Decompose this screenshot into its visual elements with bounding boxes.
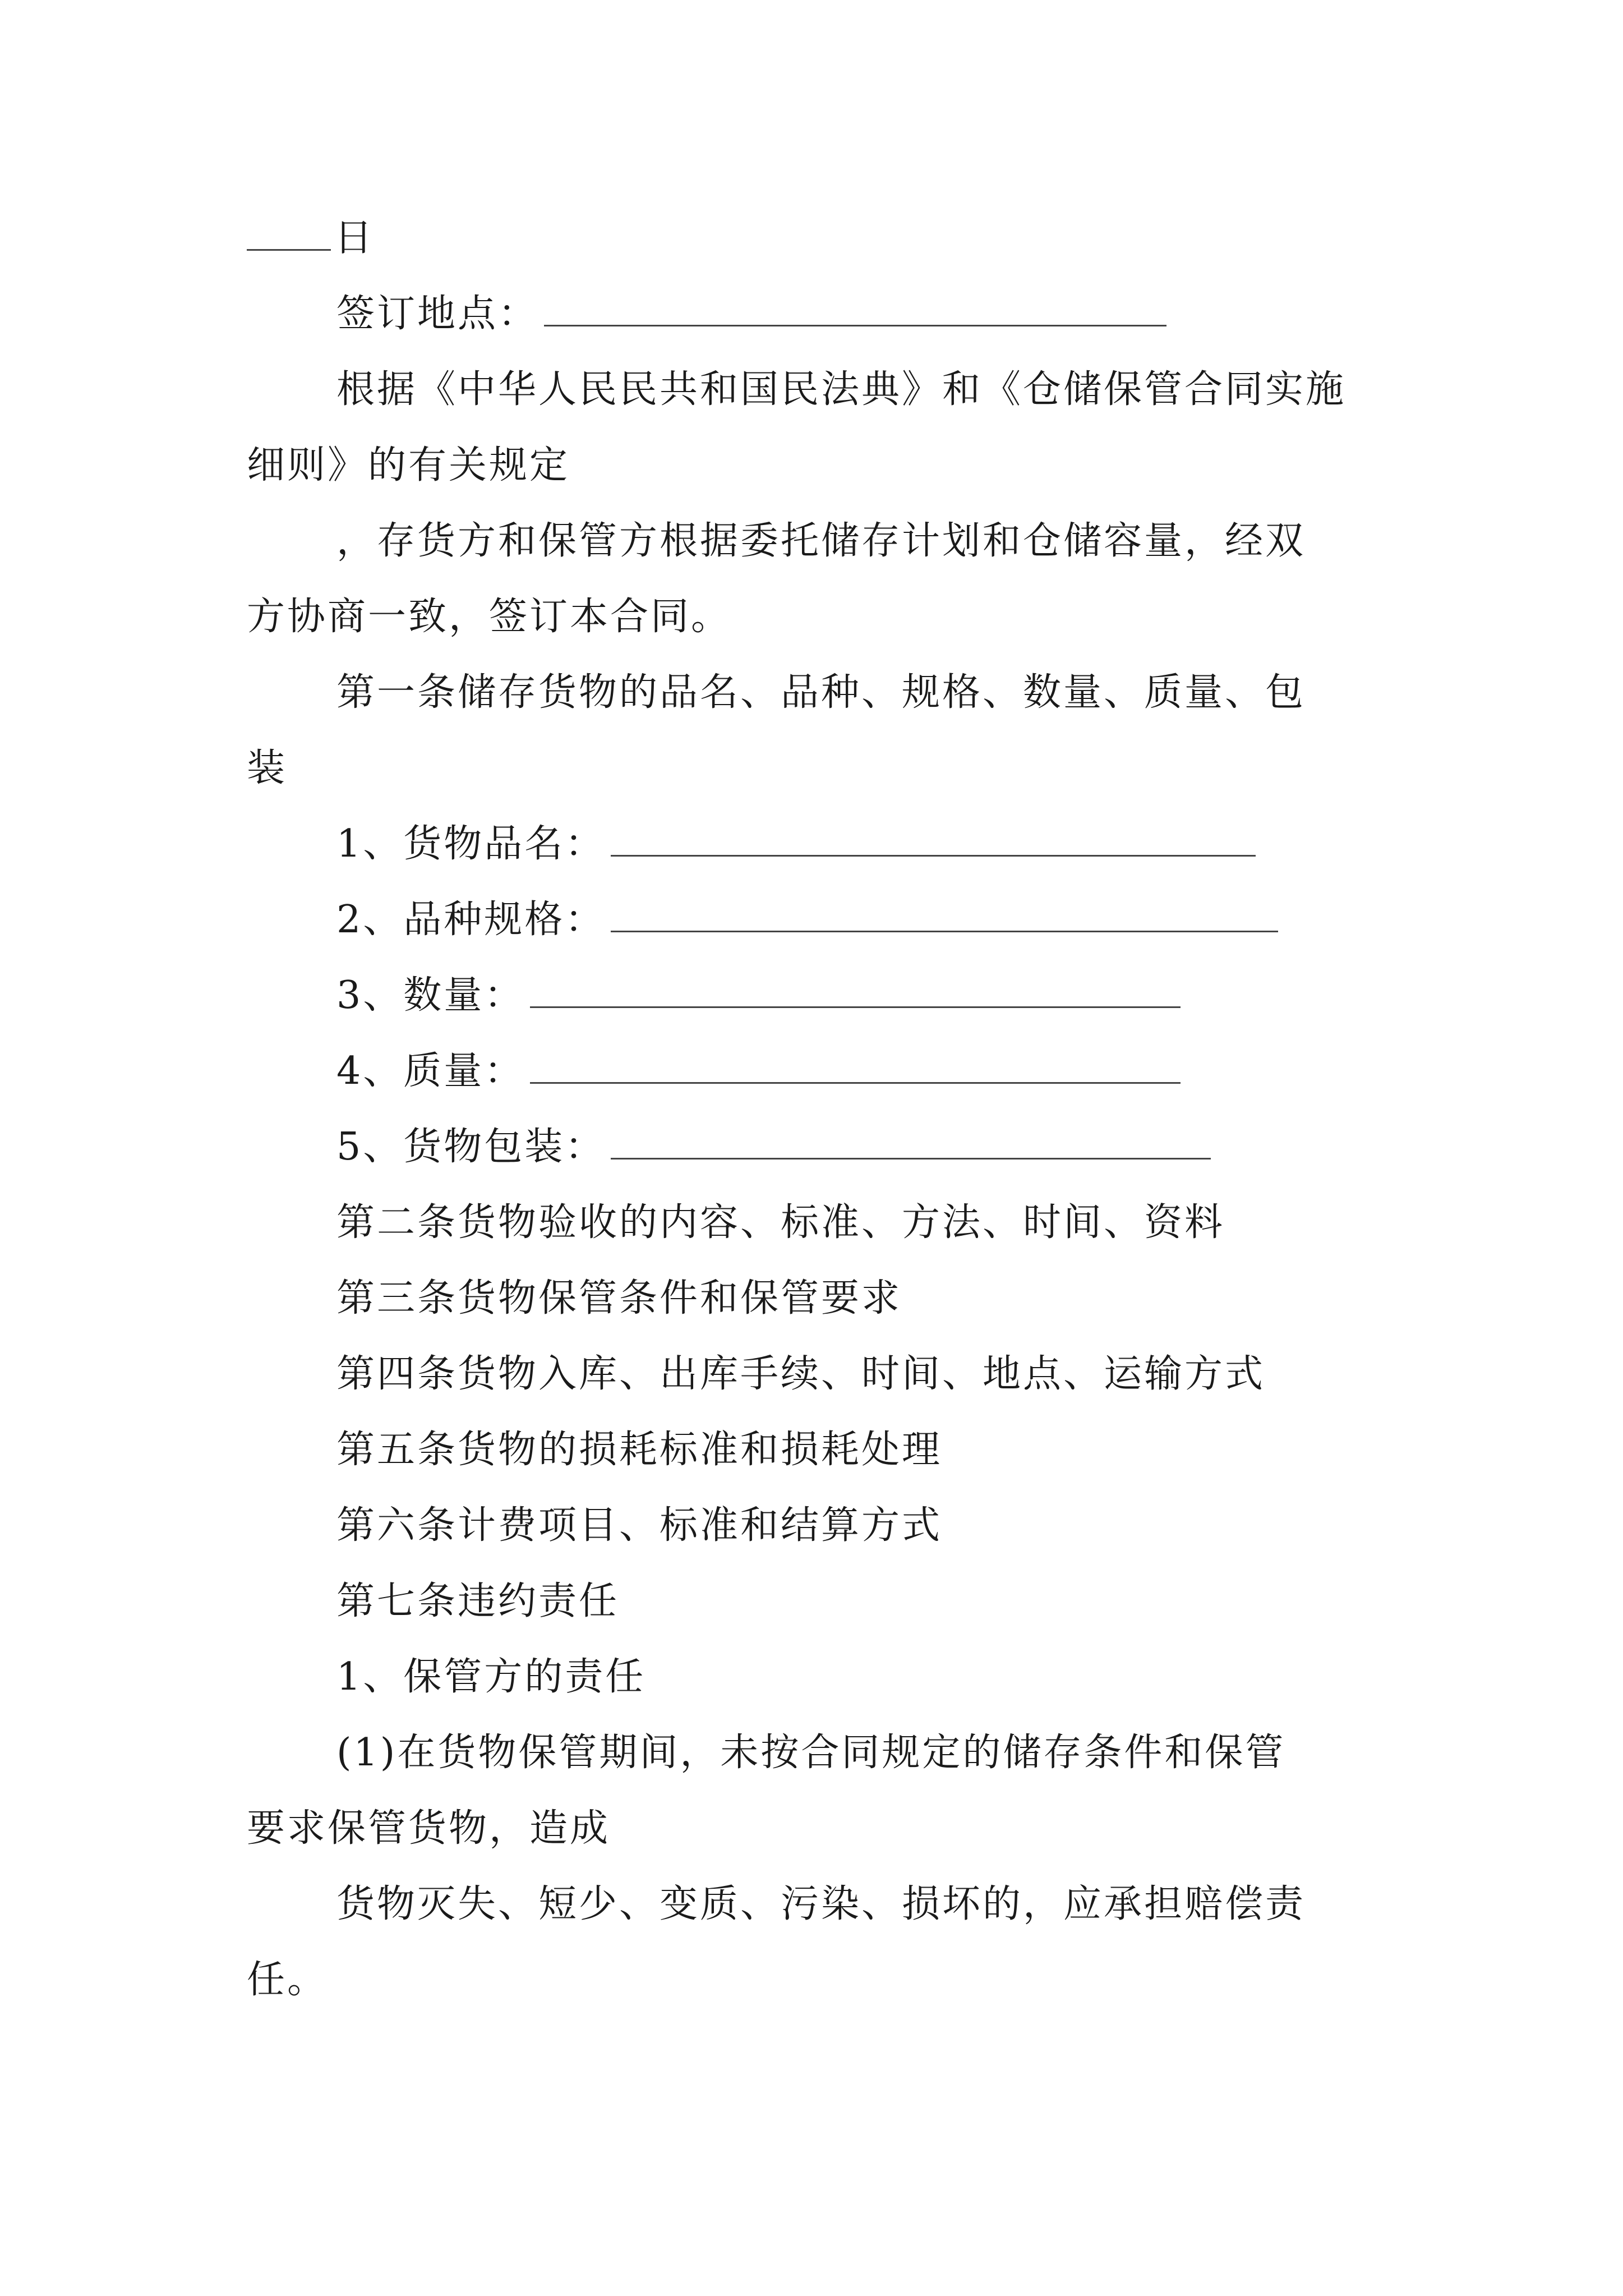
sign-place-label: 签订地点： — [336, 292, 539, 336]
intro-line-3: ，存货方和保管方根据委托储存计划和仓储容量，经双 — [336, 519, 1306, 563]
date-day-line — [247, 213, 375, 264]
custodian-item-1-line-1: (1)在货物保管期间，未按合同规定的储存条件和保管 — [336, 1731, 1286, 1775]
item-packaging — [336, 1122, 1211, 1172]
article-3: 第三条货物保管条件和保管要求 — [336, 1276, 902, 1320]
article-1-line-2: 装 — [247, 746, 288, 790]
item-quality-label: 4、质量： — [336, 1049, 525, 1093]
article-6: 第六条计费项目、标准和结算方式 — [336, 1503, 943, 1548]
custodian-item-1-line-3: 货物灭失、短少、变质、污染、损坏的，应承担赔偿责 — [336, 1882, 1306, 1926]
date-day-label: 日 — [334, 216, 375, 260]
item-quantity-blank[interactable] — [530, 973, 1181, 1008]
article-2: 第二条货物验收的内容、标准、方法、时间、资料 — [336, 1200, 1225, 1245]
intro-line-1: 根据《中华人民民共和国民法典》和《仓储保管合同实施 — [336, 367, 1347, 412]
item-quality-blank[interactable] — [530, 1048, 1181, 1084]
article-7: 第七条违约责任 — [336, 1579, 620, 1623]
article-4: 第四条货物入库、出库手续、时间、地点、运输方式 — [336, 1352, 1266, 1396]
date-day-blank[interactable] — [247, 215, 331, 251]
item-quality — [336, 1046, 1181, 1097]
item-packaging-blank[interactable] — [611, 1124, 1211, 1159]
sign-place-blank[interactable] — [544, 291, 1166, 326]
item-variety-spec-blank[interactable] — [611, 897, 1278, 932]
item-quantity-label: 3、数量： — [336, 973, 525, 1018]
intro-line-4: 方协商一致，签订本合同。 — [247, 595, 732, 639]
item-goods-name-label: 1、货物品名： — [336, 822, 606, 866]
custodian-item-1-line-4: 任。 — [247, 1958, 328, 2002]
sign-place-line — [336, 289, 1166, 339]
item-goods-name — [336, 819, 1256, 869]
custodian-item-1-line-2: 要求保管货物，造成 — [247, 1806, 611, 1851]
item-variety-spec-label: 2、品种规格： — [336, 898, 606, 942]
article-1-line-1: 第一条储存货物的品名、品种、规格、数量、质量、包 — [336, 670, 1306, 715]
intro-line-2: 细则》的有关规定 — [247, 443, 570, 487]
item-variety-spec — [336, 895, 1278, 945]
item-goods-name-blank[interactable] — [611, 821, 1256, 857]
article-5: 第五条货物的损耗标准和损耗处理 — [336, 1428, 943, 1472]
item-quantity — [336, 970, 1181, 1021]
custodian-responsibility-heading: 1、保管方的责任 — [336, 1655, 646, 1699]
item-packaging-label: 5、货物包装： — [336, 1125, 606, 1169]
